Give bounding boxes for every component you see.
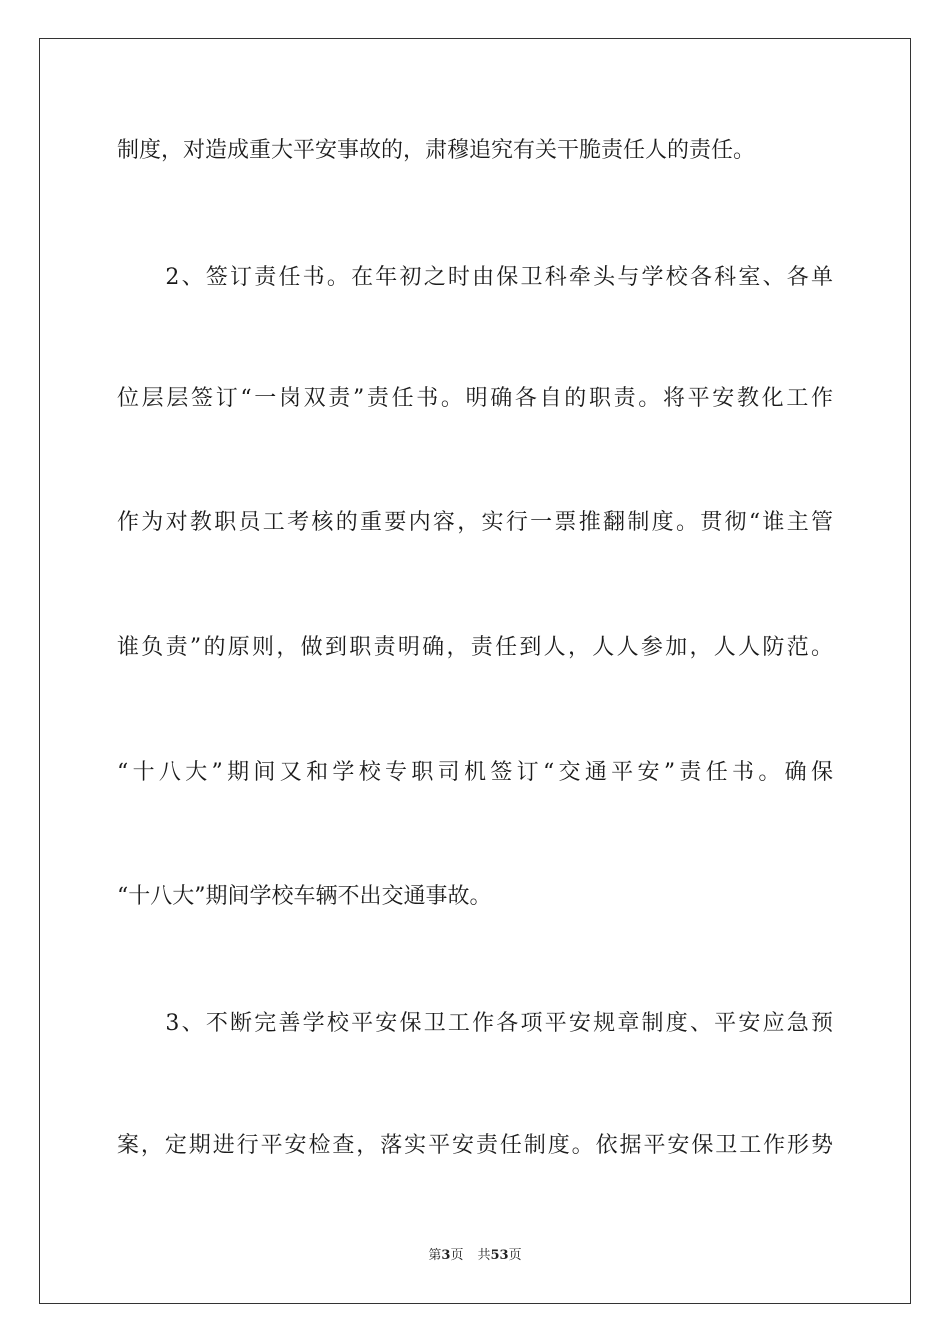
- text-line: 作为对教职员工考核的重要内容，实行一票推翻制度。贯彻“谁主管: [117, 510, 833, 535]
- text-line: 案，定期进行平安检查，落实平安责任制度。依据平安保卫工作形势: [117, 1133, 833, 1158]
- total-page-count: 53: [490, 1248, 509, 1263]
- text-line: 2、签订责任书。在年初之时由保卫科牵头与学校各科室、各单: [117, 265, 833, 290]
- footer-prefix: 第: [428, 1248, 442, 1263]
- text-line: 3、不断完善学校平安保卫工作各项平安规章制度、平安应急预: [117, 1011, 833, 1036]
- text-line: 谁负责”的原则，做到职责明确，责任到人，人人参加，人人防范。: [117, 635, 833, 660]
- footer-total-prefix: 共: [477, 1248, 491, 1263]
- text-line: 制度，对造成重大平安事故的，肃穆追究有关干脆责任人的责任。: [117, 138, 756, 163]
- text-line: “十八大”期间又和学校专职司机签订“交通平安”责任书。确保: [117, 760, 833, 785]
- text-line: 位层层签订“一岗双责”责任书。明确各自的职责。将平安教化工作: [117, 386, 833, 411]
- page-border: [39, 38, 911, 1304]
- footer-page-suffix: 页: [450, 1248, 464, 1263]
- current-page-number: 3: [441, 1248, 451, 1263]
- text-line: “十八大”期间学校车辆不出交通事故。: [117, 884, 492, 909]
- footer-total-suffix: 页: [508, 1248, 522, 1263]
- page-footer: [0, 1247, 950, 1265]
